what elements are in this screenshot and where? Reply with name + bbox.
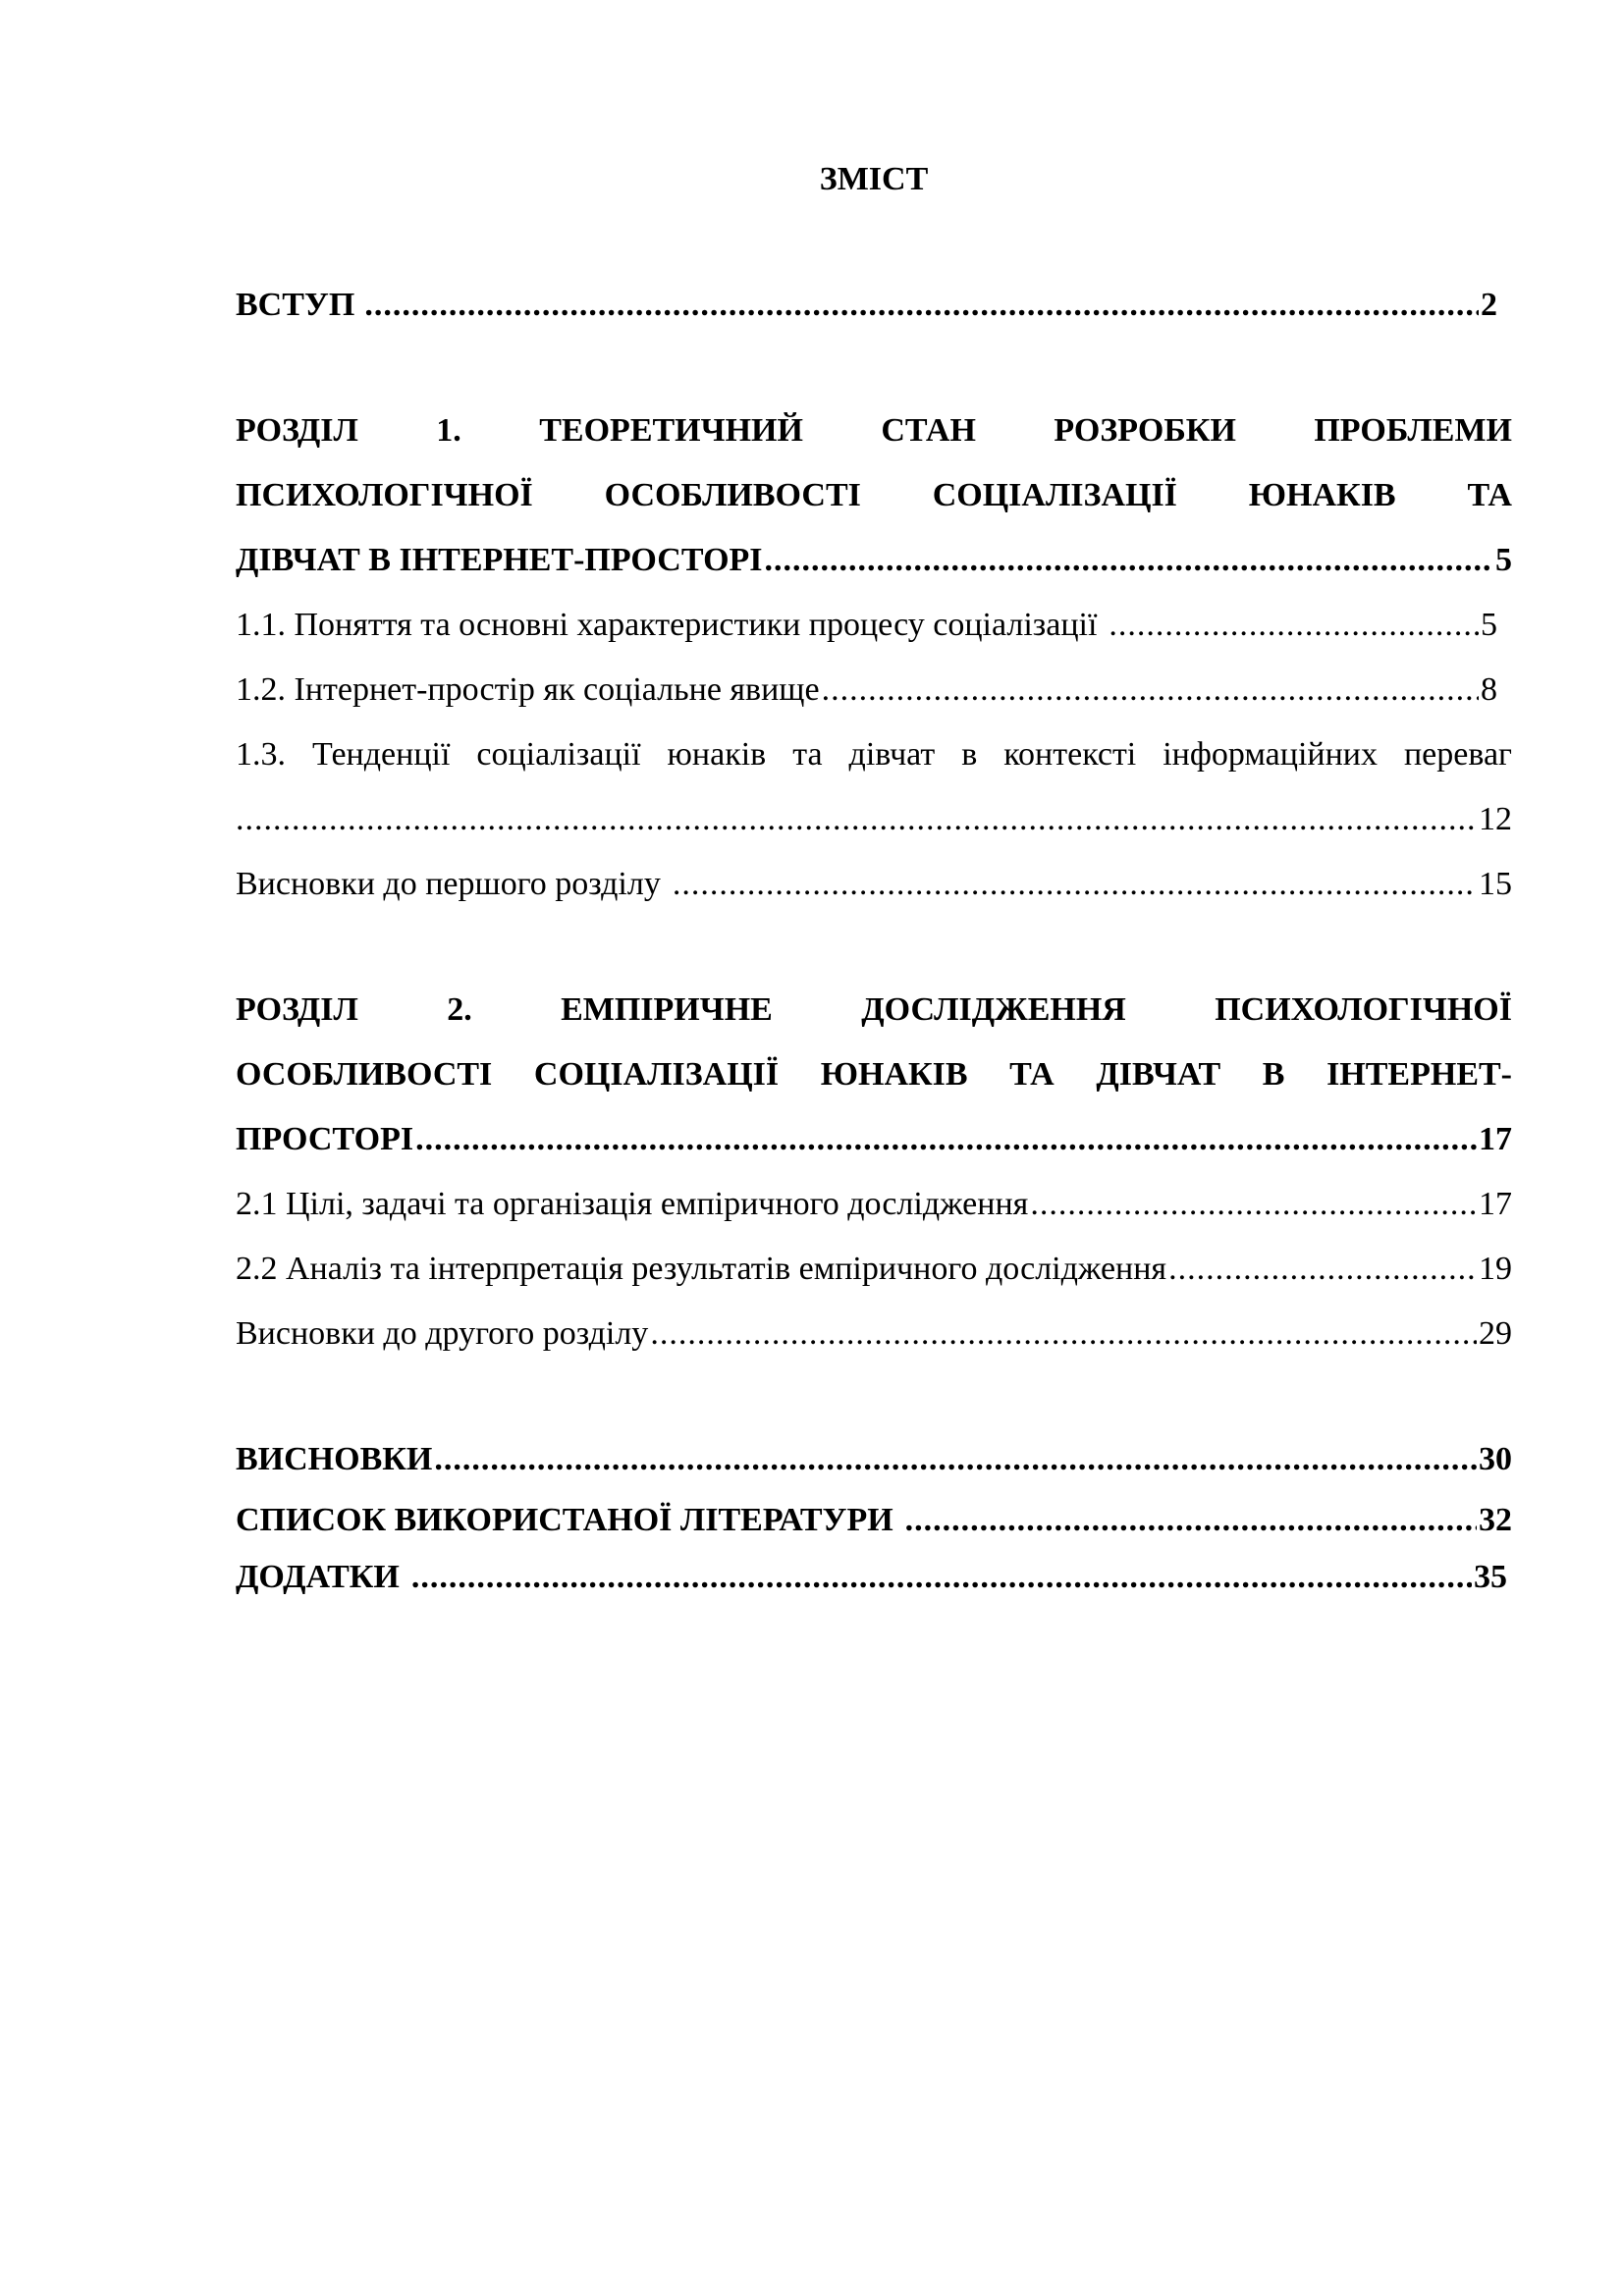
toc-entry-label: 1.3. Тенденції соціалізації юнаків та дівчат в контексті інформаційних переваг <box>236 736 1512 773</box>
toc-entry-label: ПРОСТОРІ <box>236 1121 414 1157</box>
toc-chapter-2-line-3[interactable] <box>236 1107 1512 1172</box>
toc-entry-label: ДОДАТКИ <box>236 1559 400 1595</box>
toc-entry-page: 30 <box>1479 1441 1512 1477</box>
toc-entry-page: 32 <box>1479 1502 1512 1538</box>
toc-entry-page: 15 <box>1479 866 1512 902</box>
dot-leader <box>1030 1172 1477 1237</box>
toc-entry-label: СПИСОК ВИКОРИСТАНОЇ ЛІТЕРАТУРИ <box>236 1502 893 1538</box>
toc-entry-page: 17 <box>1479 1186 1512 1222</box>
dot-leader <box>364 273 1479 338</box>
toc-entry-label: 1.1. Поняття та основні характеристики процесу соціалізації <box>236 607 1098 643</box>
toc-entry-intro[interactable] <box>236 273 1497 338</box>
dot-leader <box>434 1427 1477 1492</box>
toc-entry-page: 12 <box>1479 801 1512 837</box>
toc-chapter-1-line-1[interactable]: РОЗДІЛ 1. ТЕОРЕТИЧНИЙ СТАН РОЗРОБКИ ПРОБЛЕМИ <box>236 412 1512 449</box>
toc-entry-conclusions[interactable] <box>236 1427 1512 1492</box>
page-title: ЗМІСТ <box>819 161 929 197</box>
toc-chapter-2-line-2[interactable]: ОСОБЛИВОСТІ СОЦІАЛІЗАЦІЇ ЮНАКІВ ТА ДІВЧАТ В ІНТЕРНЕТ- <box>236 1056 1512 1093</box>
toc-entry-1-1[interactable] <box>236 593 1497 658</box>
toc-entry-appendices[interactable] <box>236 1549 1507 1606</box>
toc-entry-2-conclusions[interactable] <box>236 1302 1512 1366</box>
toc-entry-label: Висновки до першого розділу <box>236 866 661 902</box>
dot-leader <box>415 1107 1477 1172</box>
toc-chapter-2-line-1[interactable]: РОЗДІЛ 2. ЕМПІРИЧНЕ ДОСЛІДЖЕННЯ ПСИХОЛОГІЧНОЇ <box>236 991 1512 1028</box>
toc-entry-page: 35 <box>1474 1559 1507 1595</box>
toc-entry-1-conclusions[interactable] <box>236 852 1512 917</box>
dot-leader <box>822 658 1479 722</box>
toc-entry-page: 19 <box>1479 1251 1512 1287</box>
toc-entry-1-2[interactable] <box>236 658 1497 722</box>
toc-chapter-1-line-2[interactable]: ПСИХОЛОГІЧНОЇ ОСОБЛИВОСТІ СОЦІАЛІЗАЦІЇ ЮНАКІВ ТА <box>236 477 1512 513</box>
toc-entry-leader-row <box>236 787 1512 852</box>
toc-entry-page: 29 <box>1479 1315 1512 1352</box>
toc-entry-label: ДІВЧАТ В ІНТЕРНЕТ-ПРОСТОРІ <box>236 542 763 578</box>
toc-entry-references[interactable] <box>236 1492 1512 1549</box>
toc-entry-page: 5 <box>1495 542 1512 578</box>
dot-leader <box>411 1549 1472 1606</box>
toc-chapter-1-line-3[interactable] <box>236 528 1512 593</box>
dot-leader <box>905 1492 1477 1549</box>
toc-entry-page: 17 <box>1479 1121 1512 1157</box>
toc-entry-label: 1.2. Інтернет-простір як соціальне явище <box>236 671 820 708</box>
toc-entry-page: 5 <box>1481 607 1497 643</box>
toc-entry-page: 8 <box>1481 671 1497 708</box>
toc-entry-label: 2.2 Аналіз та інтерпретація результатів емпіричного дослідження <box>236 1251 1167 1287</box>
dot-leader <box>650 1302 1477 1366</box>
toc-entry-2-1[interactable] <box>236 1172 1512 1237</box>
toc-entry-label: ВИСНОВКИ <box>236 1441 433 1477</box>
dot-leader <box>1109 593 1479 658</box>
toc-entry-label: 2.1 Цілі, задачі та організація емпіричного дослідження <box>236 1186 1029 1222</box>
toc-entry-label: ВСТУП <box>236 287 355 323</box>
toc-entry-2-2[interactable] <box>236 1237 1512 1302</box>
toc-entry-1-3[interactable] <box>236 722 1512 852</box>
dot-leader <box>673 852 1477 917</box>
dot-leader <box>1168 1237 1477 1302</box>
toc-entry-page: 2 <box>1481 287 1497 323</box>
toc-entry-label: Висновки до другого розділу <box>236 1315 649 1352</box>
dot-leader <box>236 787 1477 852</box>
dot-leader <box>765 528 1493 593</box>
table-of-contents <box>236 147 1512 1606</box>
